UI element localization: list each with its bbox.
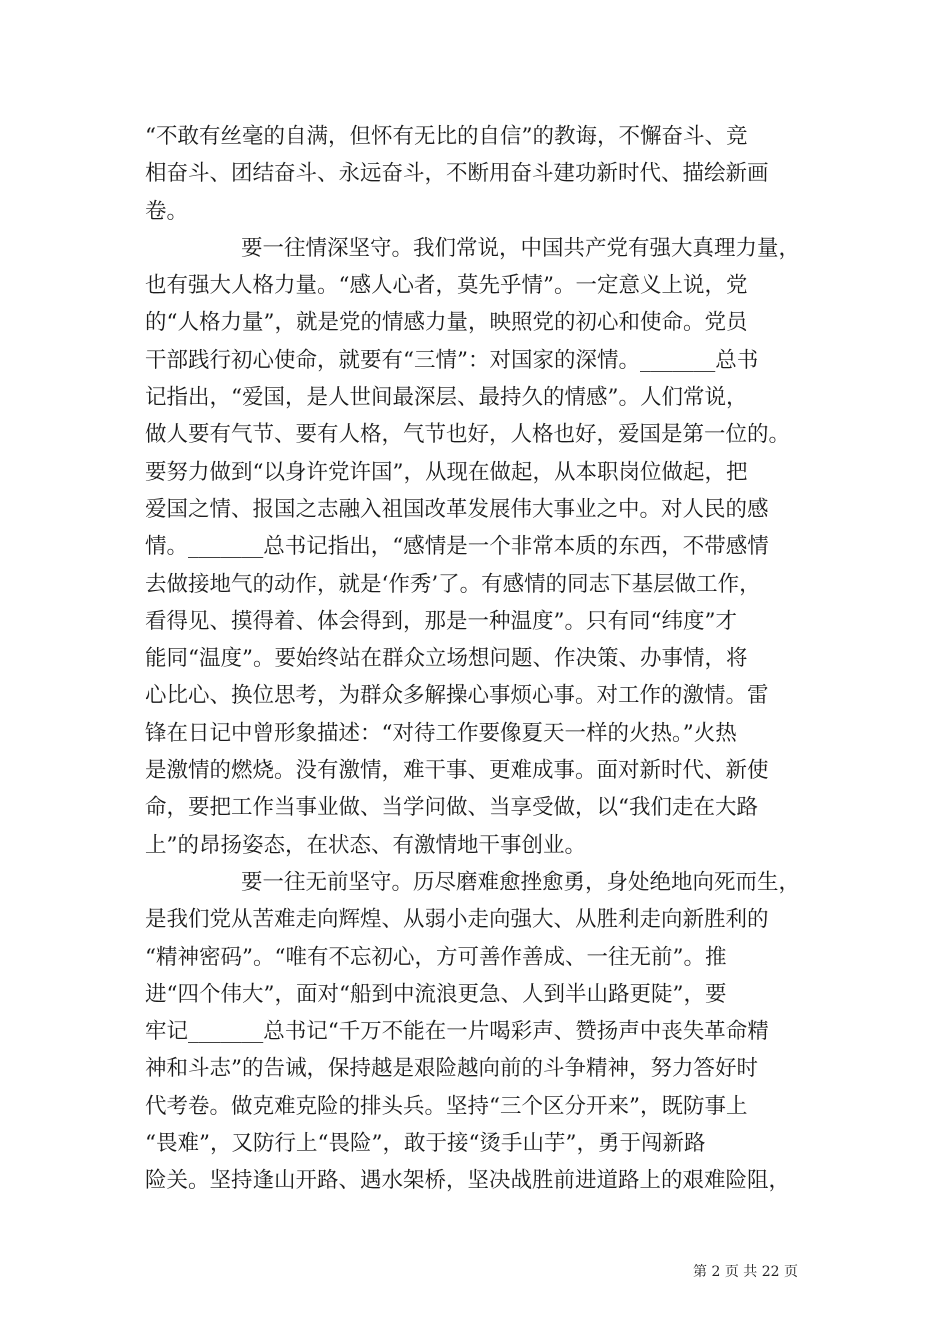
text-line: 牢记_______总书记“千万不能在一片喝彩声、赞扬声中丧失革命精 <box>145 1019 769 1045</box>
text-line: 做人要有气节、要有人格，气节也好，人格也好，爱国是第一位的。 <box>145 422 791 448</box>
text-line: 相奋斗、团结奋斗、永远奋斗，不断用奋斗建功新时代、描绘新画 <box>145 161 769 187</box>
paragraph-start-line: 要一往情深坚守。我们常说，中国共产党有强大真理力量， <box>241 235 801 261</box>
text-line: 代考卷。做克难克险的排头兵。坚持“三个区分开来”，既防事上 <box>145 1093 748 1119</box>
text-line: 神和斗志”的告诫，保持越是艰险越向前的斗争精神，努力答好时 <box>145 1056 758 1082</box>
text-line: 是我们党从苦难走向辉煌、从弱小走向强大、从胜利走向新胜利的 <box>145 907 769 933</box>
text-line: 心比心、换位思考，为群众多解操心事烦心事。对工作的激情。雷 <box>145 683 769 709</box>
page-number-footer: 第 2 页 共 22 页 <box>693 1264 798 1280</box>
text-line: 进“四个伟大”，面对“船到中流浪更急、人到半山路更陡”，要 <box>145 981 727 1007</box>
text-line: 爱国之情、报国之志融入祖国改革发展伟大事业之中。对人民的感 <box>145 496 769 522</box>
text-line: 是激情的燃烧。没有激情，难干事、更难成事。面对新时代、新使 <box>145 758 769 784</box>
text-line: 去做接地气的动作，就是‘作秀’了。有感情的同志下基层做工作， <box>145 571 761 597</box>
text-line: “畏难”，又防行上“畏险”，敢于接“烫手山芋”，勇于闯新路 <box>145 1131 706 1157</box>
text-line: 看得见、摸得着、体会得到，那是一种温度”。只有同“纬度”才 <box>145 608 737 634</box>
text-line: 卷。 <box>145 198 189 224</box>
text-line: 情。_______总书记指出，“感情是一个非常本质的东西，不带感情 <box>145 534 769 560</box>
text-line: “不敢有丝毫的自满，但怀有无比的自信”的教诲，不懈奋斗、竞 <box>145 124 748 149</box>
text-line: 锋在日记中曾形象描述：“对待工作要像夏天一样的火热。”火热 <box>145 720 737 746</box>
text-line: 要努力做到“以身许党许国”，从现在做起，从本职岗位做起，把 <box>145 459 748 485</box>
text-line: 记指出，“爱国，是人世间最深层、最持久的情感”。人们常说， <box>145 385 748 411</box>
text-line: 险关。坚持逢山开路、遇水架桥，坚决战胜前进道路上的艰难险阻， <box>145 1168 791 1194</box>
text-line: 能同“温度”。要始终站在群众立场想问题、作决策、办事情，将 <box>145 646 748 672</box>
text-line: 上”的昂扬姿态，在状态、有激情地干事创业。 <box>145 832 586 858</box>
paragraph-start-line: 要一往无前坚守。历尽磨难愈挫愈勇，身处绝地向死而生， <box>241 869 801 895</box>
text-line: 也有强大人格力量。“感人心者，莫先乎情”。一定意义上说，党 <box>145 273 748 299</box>
text-line: 干部践行初心使命，就要有“三情”：对国家的深情。_______总书 <box>145 347 759 373</box>
text-line: 命，要把工作当事业做、当学问做、当享受做，以“我们走在大路 <box>145 795 758 821</box>
text-line: “精神密码”。“唯有不忘初心，方可善作善成、一往无前”。推 <box>145 944 727 970</box>
body-text <box>145 118 825 1200</box>
text-line: 的“人格力量”，就是党的情感力量，映照党的初心和使命。党员 <box>145 310 748 336</box>
